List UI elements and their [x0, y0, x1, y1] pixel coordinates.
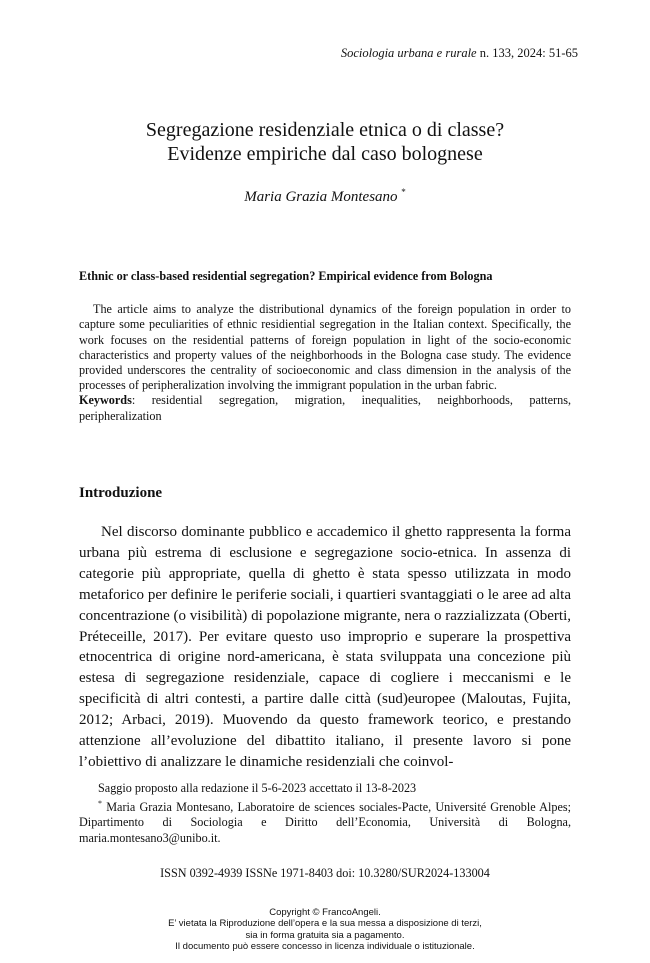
footnotes: [79, 781, 571, 846]
abstract: [79, 269, 571, 424]
copyright-line-3: sia in forma gratuita sia a pagamento.: [245, 929, 405, 941]
article-title: [0, 118, 650, 166]
author-footnote-marker: *: [401, 187, 406, 197]
title-line-2: Evidenze empiriche dal caso bolognese: [167, 143, 483, 165]
copyright-line-4: Il documento può essere concesso in licenza individuale o istituzionale.: [175, 940, 475, 952]
copyright-notice: [0, 907, 650, 952]
author-name: Maria Grazia Montesano: [244, 189, 398, 205]
affiliation-note: [79, 796, 571, 846]
issue-info: n. 133, 2024: 51-65: [476, 46, 578, 60]
submission-note: Saggio proposto alla redazione il 5-6-2023 accettato il 13-8-2023: [98, 781, 417, 795]
abstract-title: Ethnic or class-based residential segregation? Empirical evidence from Bologna: [79, 269, 493, 283]
keywords-label: Keywords: [79, 393, 132, 408]
section-heading: Introduzione: [79, 485, 163, 501]
abstract-text: The article aims to analyze the distributional dynamics of the foreign population in order to capture some peculiarities of ethnic residiential segregation in the Italian context. Specifically, the work focuses on the residential patterns of foreign population in light of the socio-economic characteristics and property values of the neighborhoods in the Bologna case study. The evidence provided underscores the centrality of socioeconomic and class dimension in the analysis of the processes of peripheralization involving the immigrant population in the urban fabric.: [79, 302, 571, 393]
author-line: [0, 187, 650, 206]
affiliation-text: Maria Grazia Montesano, Laboratoire de sciences sociales-Pacte, Université Grenoble Alpes; Dipartimento di Sociologia e Diritto dell’Economia, Università di Bologna, maria.montesano3@unibo.it.: [79, 800, 571, 845]
title-line-1: Segregazione residenziale etnica o di classe?: [145, 119, 505, 141]
keywords-list: : residential segregation, migration, inequalities, neighborhoods, patterns, peripheralization: [79, 393, 571, 423]
keywords: [79, 393, 571, 423]
body-paragraph: Nel discorso dominante pubblico e accademico il ghetto rappresenta la forma urbana più estrema di esclusione e segregazione socio-etnica. In assenza di categorie più appropriate, quella di ghetto è stata spesso utilizzata in modo metaforico per definire le periferie sociali, i quartieri svantaggiati o le aree ad alta concentrazione (o visibilità) di popolazione migrante, nera o razzializzata (Oberti, Préteceille, 2017). Per evitare questo uso improprio e superare la prospettiva etnocentrica di origine nord-americana, è stata sviluppata una concezione più estesa di segregazione residenziale, capace di cogliere i meccanismi e le specificità di altri contesti, a partire dalle città (sud)europee (Maloutas, Fujita, 2012; Arbaci, 2019). Muovendo da questo framework teorico, e prestando attenzione all’evoluzione del dibattito italiano, il presente lavoro si pone l’obiettivo di analizzare le dinamiche residenziali che coinvol-: [79, 524, 571, 770]
running-head: [341, 46, 578, 61]
journal-name: Sociologia urbana e rurale: [340, 46, 477, 60]
issn-doi: ISSN 0392-4939 ISSNe 1971-8403 doi: 10.3280/SUR2024-133004: [160, 866, 490, 880]
copyright-line-2: E’ vietata la Riproduzione dell’opera e la sua messa a disposizione di terzi,: [168, 918, 482, 930]
copyright-line-1: Copyright © FrancoAngeli.: [269, 907, 381, 918]
affiliation-marker: *: [98, 799, 102, 809]
